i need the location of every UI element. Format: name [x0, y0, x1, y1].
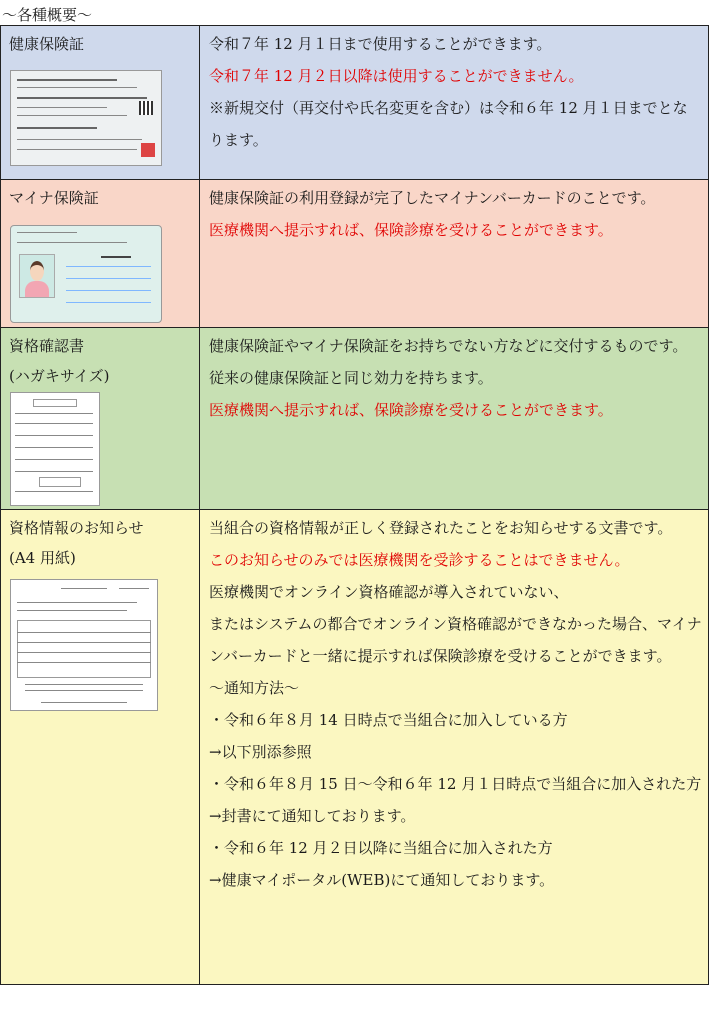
description-line: またはシステムの都合でオンライン資格確認ができなかった場合、マイナンバーカードと一緒に提示すれば保険診療を受けることができます。	[209, 615, 702, 665]
description-line: 健康保険証の利用登録が完了したマイナンバーカードのことです。	[209, 189, 656, 207]
overview-table	[0, 25, 709, 985]
my-number-card-image	[10, 225, 162, 323]
description-line-warning: このお知らせのみでは医療機関を受診することはできません。	[209, 551, 630, 569]
description-line-warning: 医療機関へ提示すれば、保険診療を受けることができます。	[209, 221, 613, 239]
row-label: 資格情報のお知らせ	[9, 519, 144, 537]
description-line: →健康マイポータル(WEB)にて通知しております。	[209, 871, 555, 889]
description-cell	[200, 180, 709, 328]
insurance-card-image	[10, 70, 162, 166]
page-heading: 〜各種概要〜	[2, 6, 93, 24]
description-cell	[200, 510, 709, 985]
description-line-warning: 令和７年 12 月２日以降は使用することができません。	[209, 67, 584, 85]
description-line: →封書にて通知しております。	[209, 807, 416, 825]
description-line: 医療機関でオンライン資格確認が導入されていない、	[209, 583, 569, 601]
qualification-notice-image	[10, 579, 158, 711]
description-line: 〜通知方法〜	[209, 679, 300, 697]
description-cell	[200, 328, 709, 510]
description-line: ・令和６年８月 15 日〜令和６年 12 月１日時点で当組合に加入された方	[209, 775, 702, 793]
description-line: 当組合の資格情報が正しく登録されたことをお知らせする文書です。	[209, 519, 673, 537]
row-sublabel: (A4 用紙)	[9, 549, 76, 567]
description-line: 令和７年 12 月１日まで使用することができます。	[209, 35, 552, 53]
row-sublabel: (ハガキサイズ)	[9, 367, 110, 385]
description-line: →以下別添参照	[209, 743, 312, 761]
row-label: マイナ保険証	[9, 189, 99, 207]
description-line: ・令和６年８月 14 日時点で当組合に加入している方	[209, 711, 568, 729]
description-line: 健康保険証やマイナ保険証をお持ちでない方などに交付するものです。従来の健康保険証と同じ効力を持ちます。	[209, 337, 688, 387]
description-line: ・令和６年 12 月２日以降に当組合に加入された方	[209, 839, 553, 857]
description-line: ※新規交付（再交付や氏名変更を含む）は令和６年 12 月１日までとなります。	[209, 99, 688, 149]
row-label: 健康保険証	[9, 35, 85, 53]
row-qualification-certificate	[1, 328, 709, 510]
description-line-warning: 医療機関へ提示すれば、保険診療を受けることができます。	[209, 401, 613, 419]
row-label: 資格確認書	[9, 337, 85, 355]
description-cell	[200, 26, 709, 180]
qualification-certificate-image	[10, 392, 100, 506]
